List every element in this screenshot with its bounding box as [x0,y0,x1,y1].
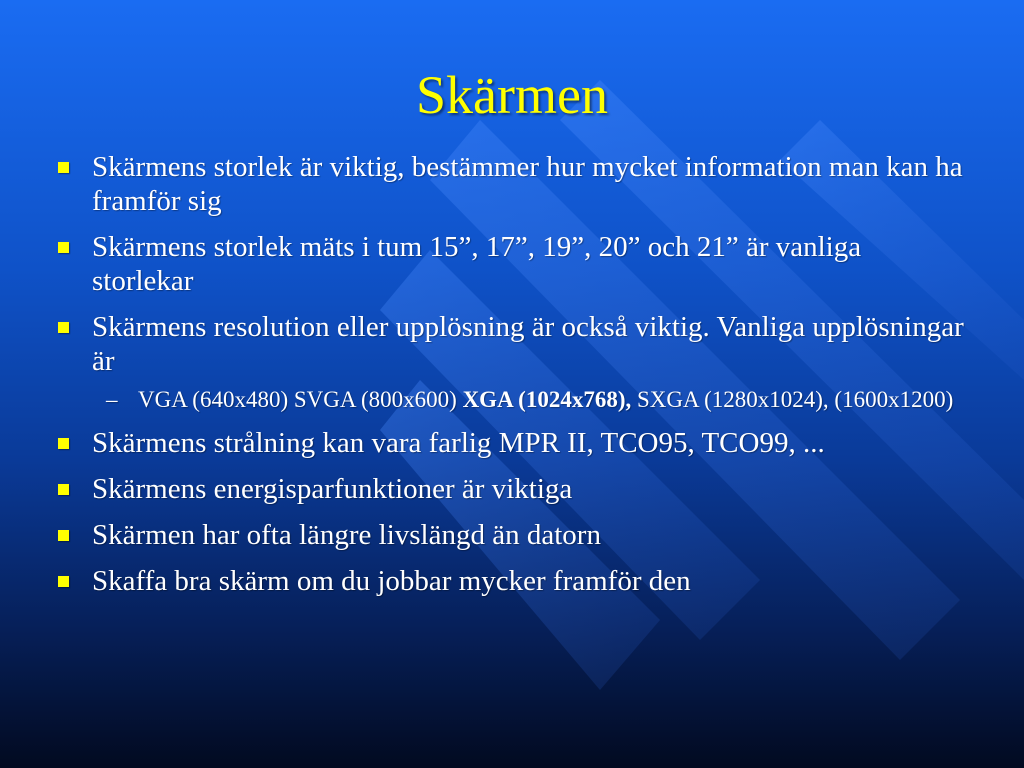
bullet-square-icon [58,438,69,449]
bullet-square-icon [58,530,69,541]
sub-bullet-text-bold: XGA (1024x768), [462,387,632,412]
bullet-text: Skärmen har ofta längre livslängd än datorn [92,519,601,551]
sub-bullet-dash: – [106,387,118,412]
bullet-text: Skaffa bra skärm om du jobbar mycker framför den [92,565,691,597]
bullet-item [56,564,966,598]
bullet-text: Skärmens energisparfunktioner är viktiga [92,473,573,505]
bullet-item [56,426,966,460]
bullet-item [56,310,966,378]
slide-title: Skärmen [416,65,608,125]
bullet-item [56,472,966,506]
bullet-square-icon [58,322,69,333]
bullet-text: Skärmens resolution eller upplösning är också viktig. Vanliga upplösningar är [92,311,964,377]
bullet-item [56,230,966,298]
sub-bullet-text-part1: VGA (640x480) SVGA (800x600) [138,387,463,412]
bullet-item [56,518,966,552]
bullet-square-icon [58,576,69,587]
sub-bullet-item [56,386,966,414]
bullet-item [56,150,966,218]
bullet-square-icon [58,162,69,173]
bullet-square-icon [58,242,69,253]
bullet-text: Skärmens strålning kan vara farlig MPR II, TCO95, TCO99, ... [92,427,825,459]
sub-bullet-text-part3: SXGA (1280x1024), (1600x1200) [631,387,954,412]
bullet-list [56,150,966,610]
bullet-square-icon [58,484,69,495]
bullet-text: Skärmens storlek är viktig, bestämmer hur mycket information man kan ha framför sig [92,151,963,217]
bullet-text: Skärmens storlek mäts i tum 15”, 17”, 19”, 20” och 21” är vanliga storlekar [92,231,862,297]
